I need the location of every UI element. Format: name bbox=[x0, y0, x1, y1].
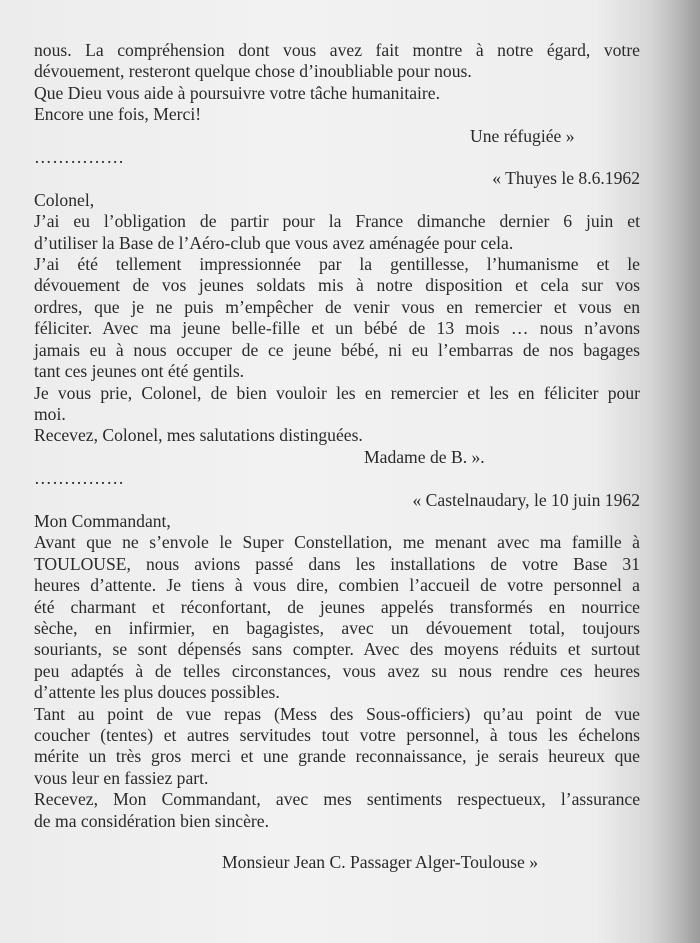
signature: Monsieur Jean C. Passager Alger-Toulouse » bbox=[222, 852, 539, 873]
separator-dots: …………… bbox=[34, 468, 125, 489]
text-line: souriants, se sont dépensés sans compter. Avec des moyens réduits et surtout bbox=[34, 639, 640, 660]
document-page bbox=[34, 40, 640, 873]
text-line: coucher (tentes) et autres servitudes tout votre personnel, à tous les échelons bbox=[34, 725, 640, 745]
text-line: J’ai eu l’obligation de partir pour la France dimanche dernier 6 juin et bbox=[34, 211, 640, 232]
text-line: Je vous prie, Colonel, de bien vouloir les en remercier et les en féliciter pour bbox=[34, 382, 640, 403]
letter-refugiee bbox=[34, 40, 640, 147]
text-line: Recevez, Mon Commandant, avec mes sentiments respectueux, l’assurance bbox=[34, 789, 640, 810]
text-line: J’ai été tellement impressionnée par la gentillesse, l’humanisme et le bbox=[34, 254, 640, 275]
signature: Une réfugiée » bbox=[470, 125, 575, 146]
text-line: jamais eu à nous occuper de ce jeune bébé, ni eu l’embarras de nos bagages bbox=[34, 339, 640, 360]
text-line: vous leur en fassiez part. bbox=[34, 767, 209, 788]
dateline: « Thuyes le 8.6.1962 bbox=[492, 168, 640, 189]
text-line: moi. bbox=[34, 403, 66, 424]
letter-thuyes bbox=[34, 168, 640, 468]
separator-dots: …………… bbox=[34, 147, 125, 168]
text-line: Tant au point de vue repas (Mess des Sous-officiers) qu’au point de vue bbox=[34, 703, 640, 724]
text-line: peu adaptés à de telles circonstances, vous avez su nous rendre ces heures bbox=[34, 660, 640, 681]
text-line: sèche, en infirmier, en bagagistes, avec un dévouement total, toujours bbox=[34, 617, 640, 638]
text-line: nous. La compréhension dont vous avez fait montre à notre égard, votre bbox=[34, 40, 640, 60]
salutation: Mon Commandant, bbox=[34, 510, 171, 531]
text-line: TOULOUSE, nous avions passé dans les installations de votre Base 31 bbox=[34, 553, 640, 574]
text-line: Que Dieu vous aide à poursuivre votre tâche humanitaire. bbox=[34, 82, 440, 103]
text-line: dévouement, resteront quelque chose d’inoubliable pour nous. bbox=[34, 61, 472, 82]
text-line: féliciter. Avec ma jeune belle-fille et un bébé de 13 mois … nous n’avons bbox=[34, 318, 640, 339]
text-line: Recevez, Colonel, mes salutations distinguées. bbox=[34, 425, 363, 446]
text-line: Encore une fois, Merci! bbox=[34, 104, 202, 125]
salutation: Colonel, bbox=[34, 189, 95, 210]
text-line: de ma considération bien sincère. bbox=[34, 810, 269, 831]
signature: Madame de B. ». bbox=[364, 446, 485, 467]
dateline: « Castelnaudary, le 10 juin 1962 bbox=[412, 489, 640, 510]
text-line: été charmant et réconfortant, de jeunes appelés transformés en nourrice bbox=[34, 596, 640, 617]
text-line: Avant que ne s’envole le Super Constellation, me menant avec ma famille à bbox=[34, 532, 640, 553]
text-line: heures d’attente. Je tiens à vous dire, combien l’accueil de votre personnel a bbox=[34, 575, 640, 596]
text-line: tant ces jeunes ont été gentils. bbox=[34, 361, 245, 382]
spacer bbox=[34, 832, 640, 846]
text-line: d’utiliser la Base de l’Aéro-club que vous avez aménagée pour cela. bbox=[34, 232, 514, 253]
text-line: dévouement de vos jeunes soldats mis à notre disposition et cela sur vos bbox=[34, 275, 640, 296]
text-line: d’attente les plus douces possibles. bbox=[34, 682, 280, 703]
text-line: mérite un très gros merci et une grande reconnaissance, je serais heureux que bbox=[34, 746, 640, 767]
text-line: ordres, que je ne puis m’empêcher de venir vous en remercier et vous en bbox=[34, 296, 640, 317]
letter-castelnaudary bbox=[34, 490, 640, 874]
